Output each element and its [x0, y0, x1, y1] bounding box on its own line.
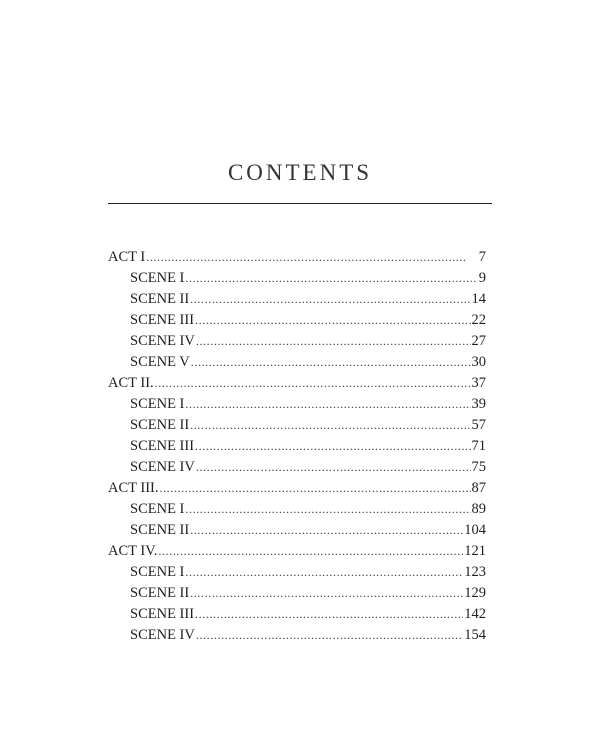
- toc-entry-page: 7: [478, 249, 486, 265]
- toc-entry-label: SCENE II: [130, 291, 190, 307]
- toc-entry-page: 75: [471, 459, 486, 475]
- toc-entry-label: SCENE I: [130, 564, 185, 580]
- toc-entry-page: 30: [471, 354, 486, 370]
- dot-leader: [196, 625, 463, 646]
- dot-leader: [195, 310, 470, 331]
- dot-leader: [185, 268, 477, 289]
- toc-entry-page: 71: [471, 438, 486, 454]
- dot-leader: [159, 478, 470, 499]
- dot-leader: [190, 583, 463, 604]
- toc-entry-label: SCENE III: [130, 312, 195, 328]
- toc-entry[interactable]: [108, 310, 486, 331]
- table-of-contents: [108, 247, 486, 646]
- toc-entry-label: SCENE I: [130, 270, 185, 286]
- toc-entry-page: 121: [464, 543, 486, 559]
- toc-entry-page: 14: [471, 291, 486, 307]
- toc-entry-label: SCENE V: [130, 354, 190, 370]
- toc-entry-label: SCENE III: [130, 606, 195, 622]
- dot-leader: [195, 604, 463, 625]
- toc-entry[interactable]: [108, 268, 486, 289]
- toc-entry-label: SCENE IV: [130, 333, 195, 349]
- toc-entry[interactable]: [108, 436, 486, 457]
- toc-entry-label: SCENE II: [130, 522, 190, 538]
- dot-leader: [158, 541, 463, 562]
- toc-entry-label: ACT IV.: [108, 543, 158, 559]
- toc-entry-page: 87: [471, 480, 486, 496]
- toc-entry-page: 89: [471, 501, 486, 517]
- toc-entry[interactable]: [108, 457, 486, 478]
- toc-entry[interactable]: [108, 583, 486, 604]
- title-rule: [108, 203, 492, 204]
- toc-entry[interactable]: [108, 394, 486, 415]
- toc-entry[interactable]: [108, 289, 486, 310]
- dot-leader: [185, 499, 470, 520]
- dot-leader: [190, 289, 470, 310]
- toc-entry-label: SCENE I: [130, 501, 185, 517]
- toc-entry-label: ACT I: [108, 249, 146, 265]
- page-title: CONTENTS: [227, 160, 373, 185]
- toc-entry[interactable]: [108, 415, 486, 436]
- dot-leader: [185, 394, 470, 415]
- toc-entry-page: 22: [471, 312, 486, 328]
- toc-entry-page: 37: [471, 375, 486, 391]
- toc-entry[interactable]: [108, 499, 486, 520]
- toc-entry[interactable]: [108, 625, 486, 646]
- dot-leader: [185, 562, 463, 583]
- toc-entry[interactable]: [108, 331, 486, 352]
- toc-entry-page: 27: [471, 333, 486, 349]
- toc-entry-page: 129: [464, 585, 486, 601]
- toc-entry[interactable]: [108, 352, 486, 373]
- toc-entry[interactable]: [108, 604, 486, 625]
- dot-leader: [196, 457, 471, 478]
- toc-entry-label: SCENE II: [130, 417, 190, 433]
- toc-entry-label: SCENE I: [130, 396, 185, 412]
- toc-entry-label: ACT II.: [108, 375, 154, 391]
- toc-entry-label: SCENE II: [130, 585, 190, 601]
- dot-leader: [190, 415, 470, 436]
- toc-entry[interactable]: [108, 247, 486, 268]
- dot-leader: [191, 352, 471, 373]
- toc-entry[interactable]: [108, 562, 486, 583]
- toc-entry[interactable]: [108, 541, 486, 562]
- dot-leader: [155, 373, 471, 394]
- toc-entry-page: 57: [471, 417, 486, 433]
- dot-leader: [146, 247, 478, 268]
- toc-entry-page: 9: [478, 270, 486, 286]
- dot-leader: [195, 436, 470, 457]
- toc-entry-label: ACT III.: [108, 480, 159, 496]
- toc-entry-page: 104: [464, 522, 486, 538]
- toc-entry-label: SCENE III: [130, 438, 195, 454]
- toc-entry-page: 39: [471, 396, 486, 412]
- toc-entry-page: 142: [464, 606, 486, 622]
- dot-leader: [196, 331, 471, 352]
- dot-leader: [190, 520, 463, 541]
- toc-entry-page: 123: [464, 564, 486, 580]
- toc-entry[interactable]: [108, 520, 486, 541]
- toc-entry-label: SCENE IV: [130, 459, 195, 475]
- toc-entry[interactable]: [108, 373, 486, 394]
- toc-entry-page: 154: [464, 627, 486, 643]
- toc-entry-label: SCENE IV: [130, 627, 195, 643]
- toc-entry[interactable]: [108, 478, 486, 499]
